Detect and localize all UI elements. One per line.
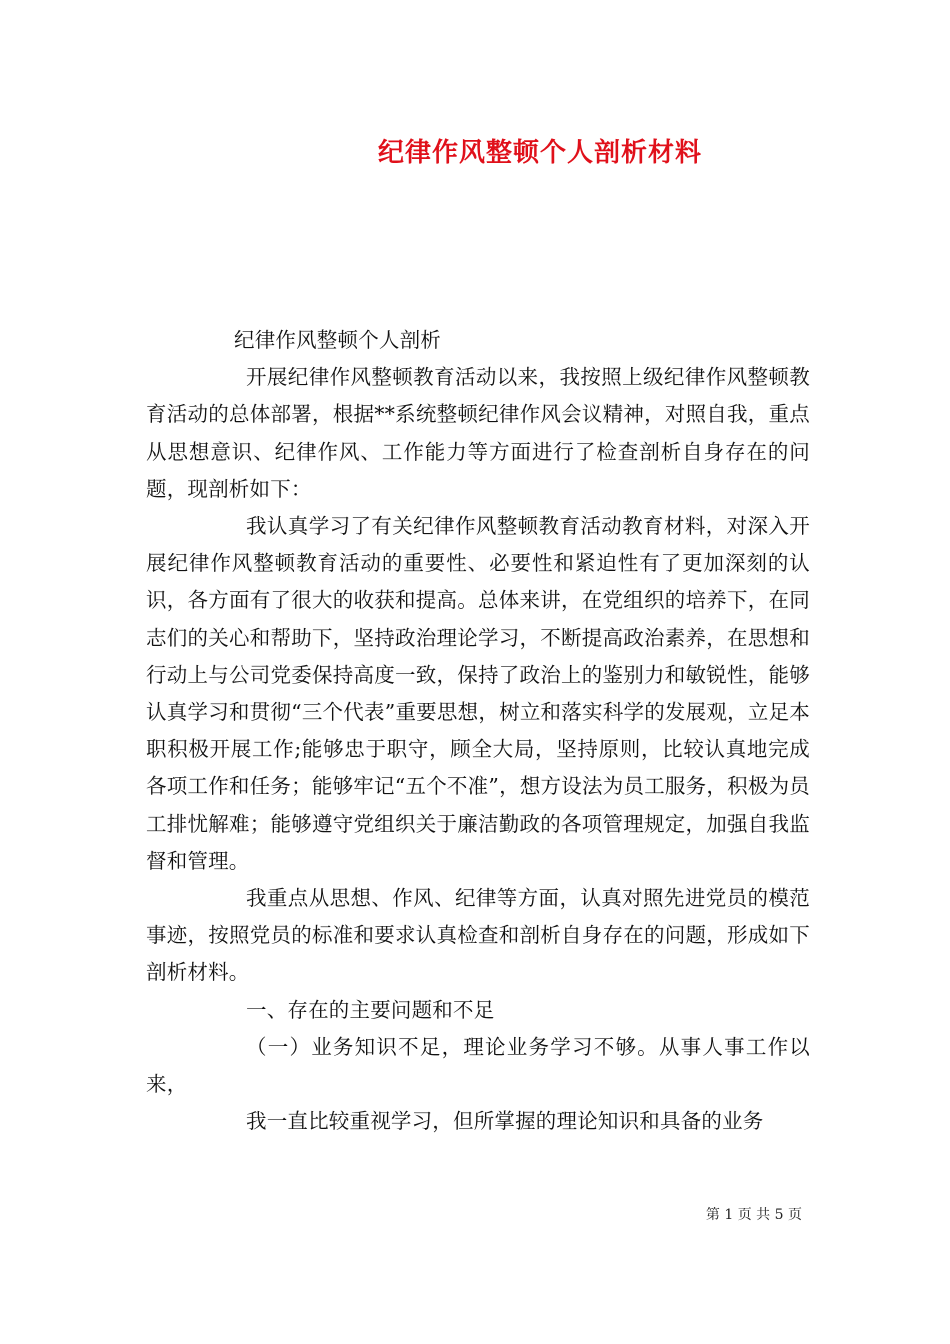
- paragraph-intro: 开展纪律作风整顿教育活动以来，我按照上级纪律作风整顿教育活动的总体部署，根据**系统整顿纪律作风会议精神，对照自我，重点从思想意识、纪律作风、工作能力等方面进行了检查剖析自身存在的问题，现剖析如下：: [146, 365, 810, 501]
- section-heading-problems: 一、存在的主要问题和不足: [246, 997, 495, 1022]
- paragraph-study: 我认真学习了有关纪律作风整顿教育活动教育材料，对深入开展纪律作风整顿教育活动的重要性、必要性和紧迫性有了更加深刻的认识，各方面有了很大的收获和提高。总体来讲，在党组织的培养下，在同志们的关心和帮助下，坚持政治理论学习，不断提高政治素养，在思想和行动上与公司党委保持高度一致，保持了政治上的鉴别力和敏锐性，能够认真学习和贯彻“三个代表”重要思想，树立和落实科学的发展观，立足本职积极开展工作;能够忠于职守，顾全大局，坚持原则，比较认真地完成各项工作和任务；能够牢记“五个不准”，想方设法为员工服务，积极为员工排忧解难；能够遵守党组织关于廉洁勤政的各项管理规定，加强自我监督和管理。: [146, 514, 810, 873]
- paragraph-problem-1: （一）业务知识不足，理论业务学习不够。从事人事工作以来，: [146, 1034, 810, 1097]
- paragraph-review: 我重点从思想、作风、纪律等方面，认真对照先进党员的模范事迹，按照党员的标准和要求认真检查和剖析自身存在的问题，形成如下剖析材料。: [146, 886, 810, 985]
- paragraph-problem-1-continued: 我一直比较重视学习，但所掌握的理论知识和具备的业务: [246, 1109, 764, 1134]
- document-body: [146, 322, 810, 1140]
- page-number-footer: 第 1 页 共 5 页: [705, 1207, 802, 1223]
- document-title: 纪律作风整顿个人剖析材料: [377, 138, 702, 168]
- document-subtitle: 纪律作风整顿个人剖析: [234, 328, 441, 352]
